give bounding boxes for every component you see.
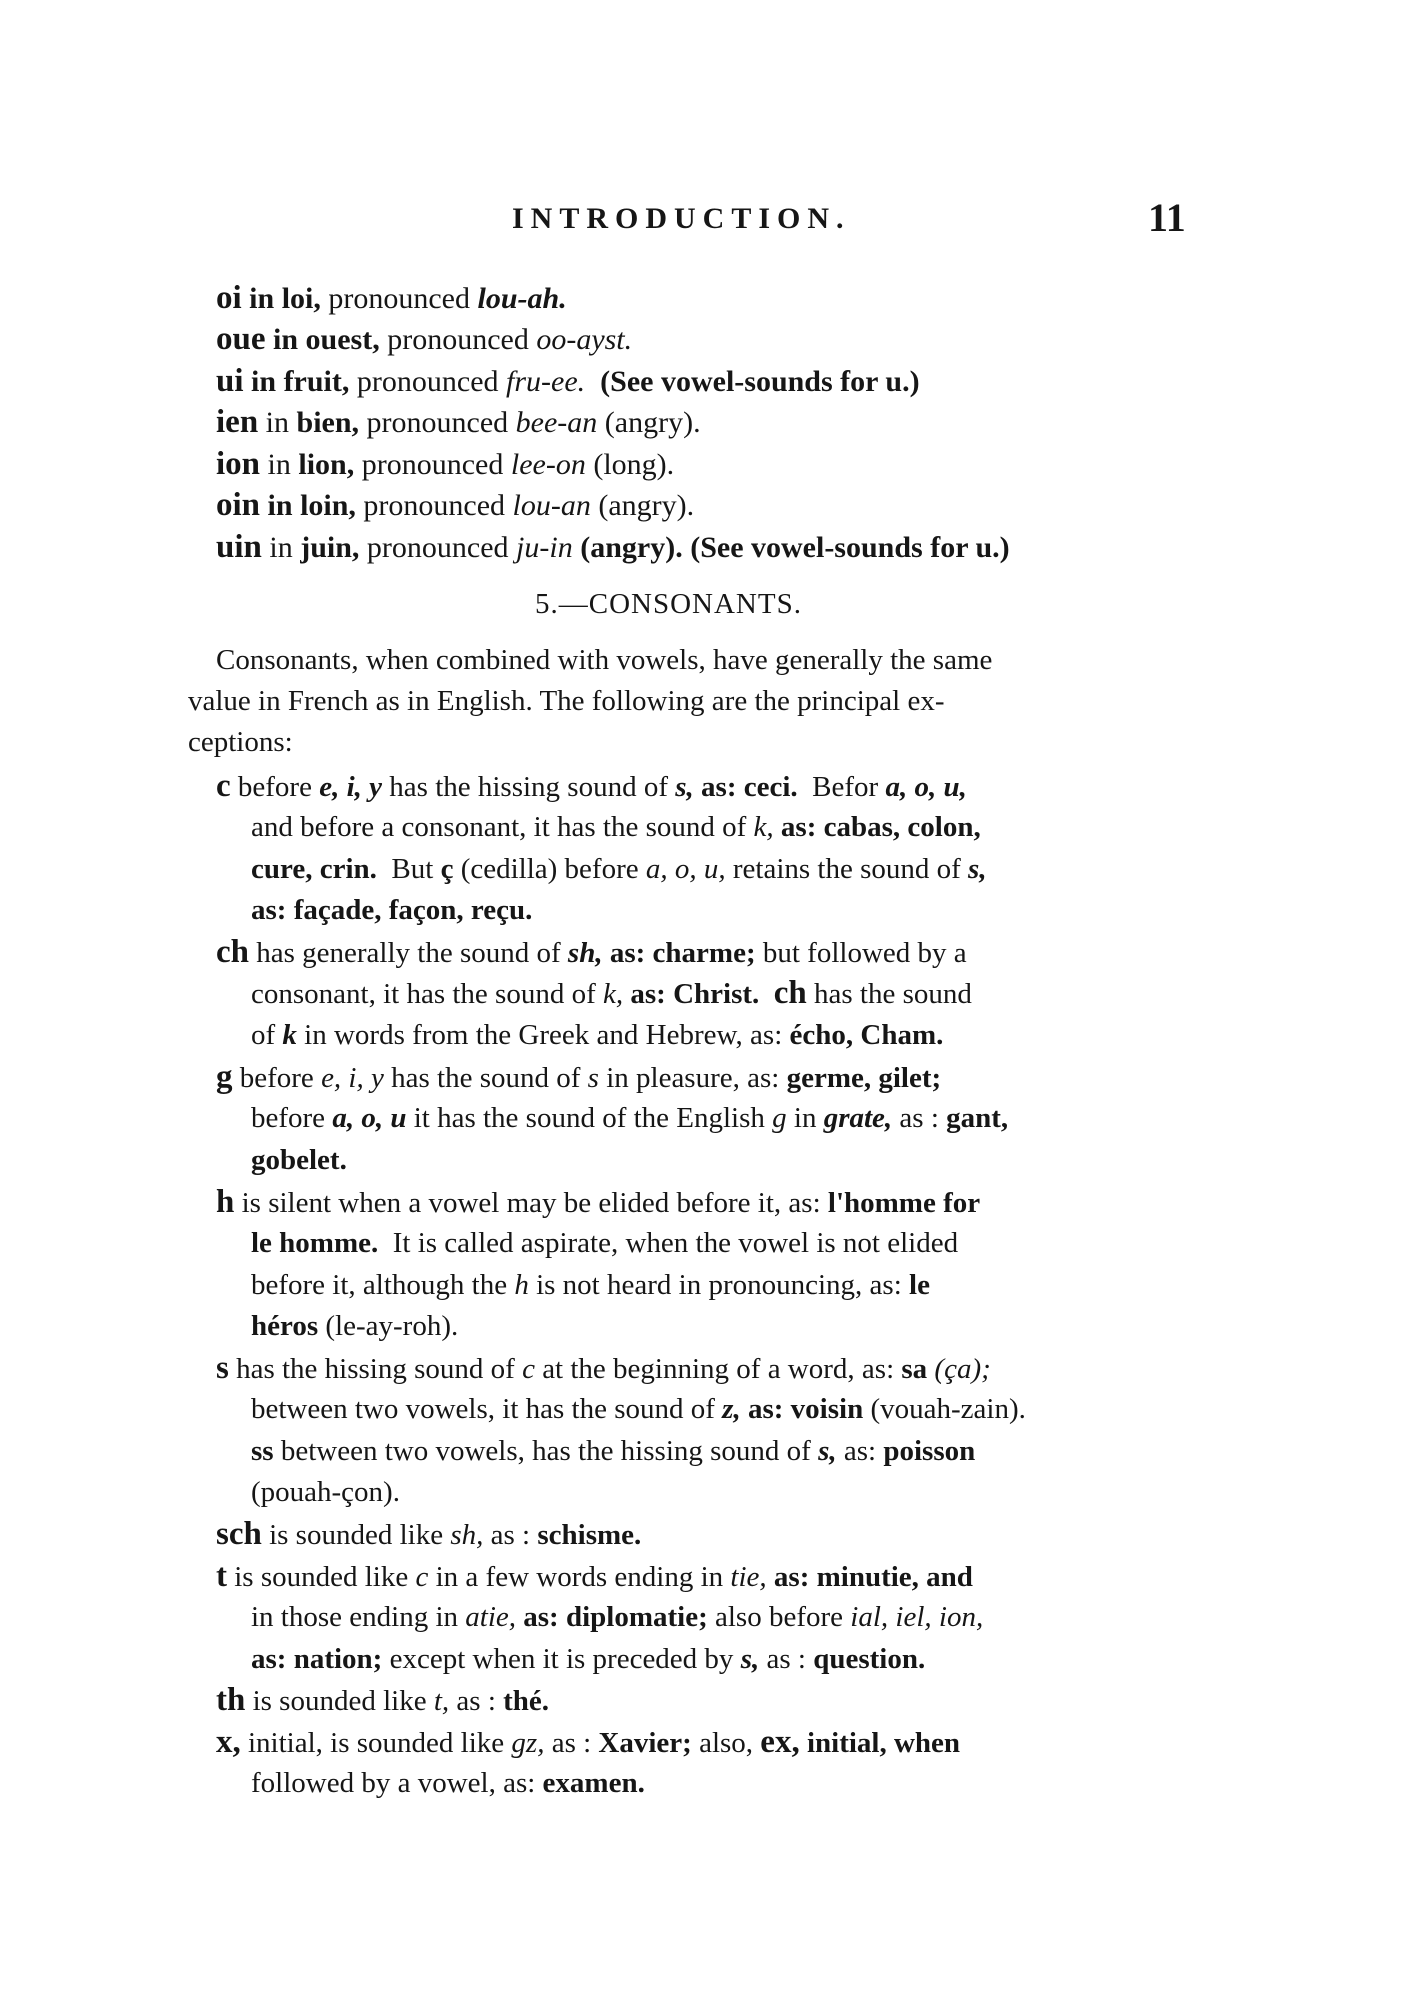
entry-c-line-1: c before e, i, y has the hissing sound of s, as: ceci. Befor a, o, u, <box>216 768 967 804</box>
entry-h-line-2: le homme. It is called aspirate, when the vowel is not elided <box>251 1227 959 1259</box>
entry-s-line-3: ss between two vowels, has the hissing sound of s, as: poisson <box>251 1435 976 1467</box>
diphthong-row-uin: uin in juin, pronounced ju-in (angry). (See vowel-sounds for u.) <box>216 529 1010 565</box>
entry-x-line-1: x, initial, is sounded like gz, as : Xavier; also, ex, initial, when <box>216 1724 961 1760</box>
entry-s-line-1: s has the hissing sound of c at the beginning of a word, as: sa (ça); <box>216 1350 991 1386</box>
entry-x-line-2: followed by a vowel, as: examen. <box>251 1767 645 1799</box>
diphthong-row-ui: ui in fruit, pronounced fru-ee. (See vowel-sounds for u.) <box>216 363 920 399</box>
entry-g-line-2: before a, o, u it has the sound of the English g in grate, as : gant, <box>251 1102 1009 1134</box>
entry-th-line-1: th is sounded like t, as : thé. <box>216 1682 550 1718</box>
entry-g-line-3: gobelet. <box>251 1144 347 1176</box>
entry-t-line-3: as: nation; except when it is preceded by s, as : question. <box>251 1643 926 1675</box>
intro-line-2: value in French as in English. The following are the principal ex- <box>188 685 945 717</box>
entry-s-line-4: (pouah-çon). <box>251 1476 400 1508</box>
entry-h-line-3: before it, although the h is not heard in pronouncing, as: le <box>251 1269 930 1301</box>
running-header: INTRODUCTION. <box>512 202 851 235</box>
diphthong-row-oin: oin in loin, pronounced lou-an (angry). <box>216 487 695 523</box>
entry-h-line-4: héros (le-ay-roh). <box>251 1310 459 1342</box>
entry-c-line-3: cure, crin. But ç (cedilla) before a, o, u, retains the sound of s, <box>251 853 987 885</box>
entry-ch-line-2: consonant, it has the sound of k, as: Christ. ch has the sound <box>251 975 972 1011</box>
section-heading: 5.—CONSONANTS. <box>535 588 802 620</box>
diphthong-row-oi: oi in loi, pronounced lou-ah. <box>216 280 567 316</box>
diphthong-row-oue: oue in ouest, pronounced oo-ayst. <box>216 321 633 357</box>
entry-c-line-4: as: façade, façon, reçu. <box>251 894 533 926</box>
entry-h-line-1: h is silent when a vowel may be elided before it, as: l'homme for <box>216 1184 981 1220</box>
diphthong-row-ion: ion in lion, pronounced lee-on (long). <box>216 446 675 482</box>
entry-ch-line-3: of k in words from the Greek and Hebrew, as: écho, Cham. <box>251 1019 944 1051</box>
intro-line-3: ceptions: <box>188 726 293 758</box>
entry-g-line-1: g before e, i, y has the sound of s in pleasure, as: germe, gilet; <box>216 1059 942 1095</box>
entry-s-line-2: between two vowels, it has the sound of z, as: voisin (vouah-zain). <box>251 1393 1026 1425</box>
entry-t-line-2: in those ending in atie, as: diplomatie; also before ial, iel, ion, <box>251 1601 984 1633</box>
diphthong-row-ien: ien in bien, pronounced bee-an (angry). <box>216 404 701 440</box>
entry-c-line-2: and before a consonant, it has the sound of k, as: cabas, colon, <box>251 811 981 843</box>
entry-ch-line-1: ch has generally the sound of sh, as: charme; but followed by a <box>216 934 967 970</box>
intro-line-1: Consonants, when combined with vowels, have generally the same <box>216 644 993 676</box>
page-number: 11 <box>1148 195 1186 240</box>
entry-sch-line-1: sch is sounded like sh, as : schisme. <box>216 1516 642 1552</box>
entry-t-line-1: t is sounded like c in a few words ending in tie, as: minutie, and <box>216 1558 973 1594</box>
